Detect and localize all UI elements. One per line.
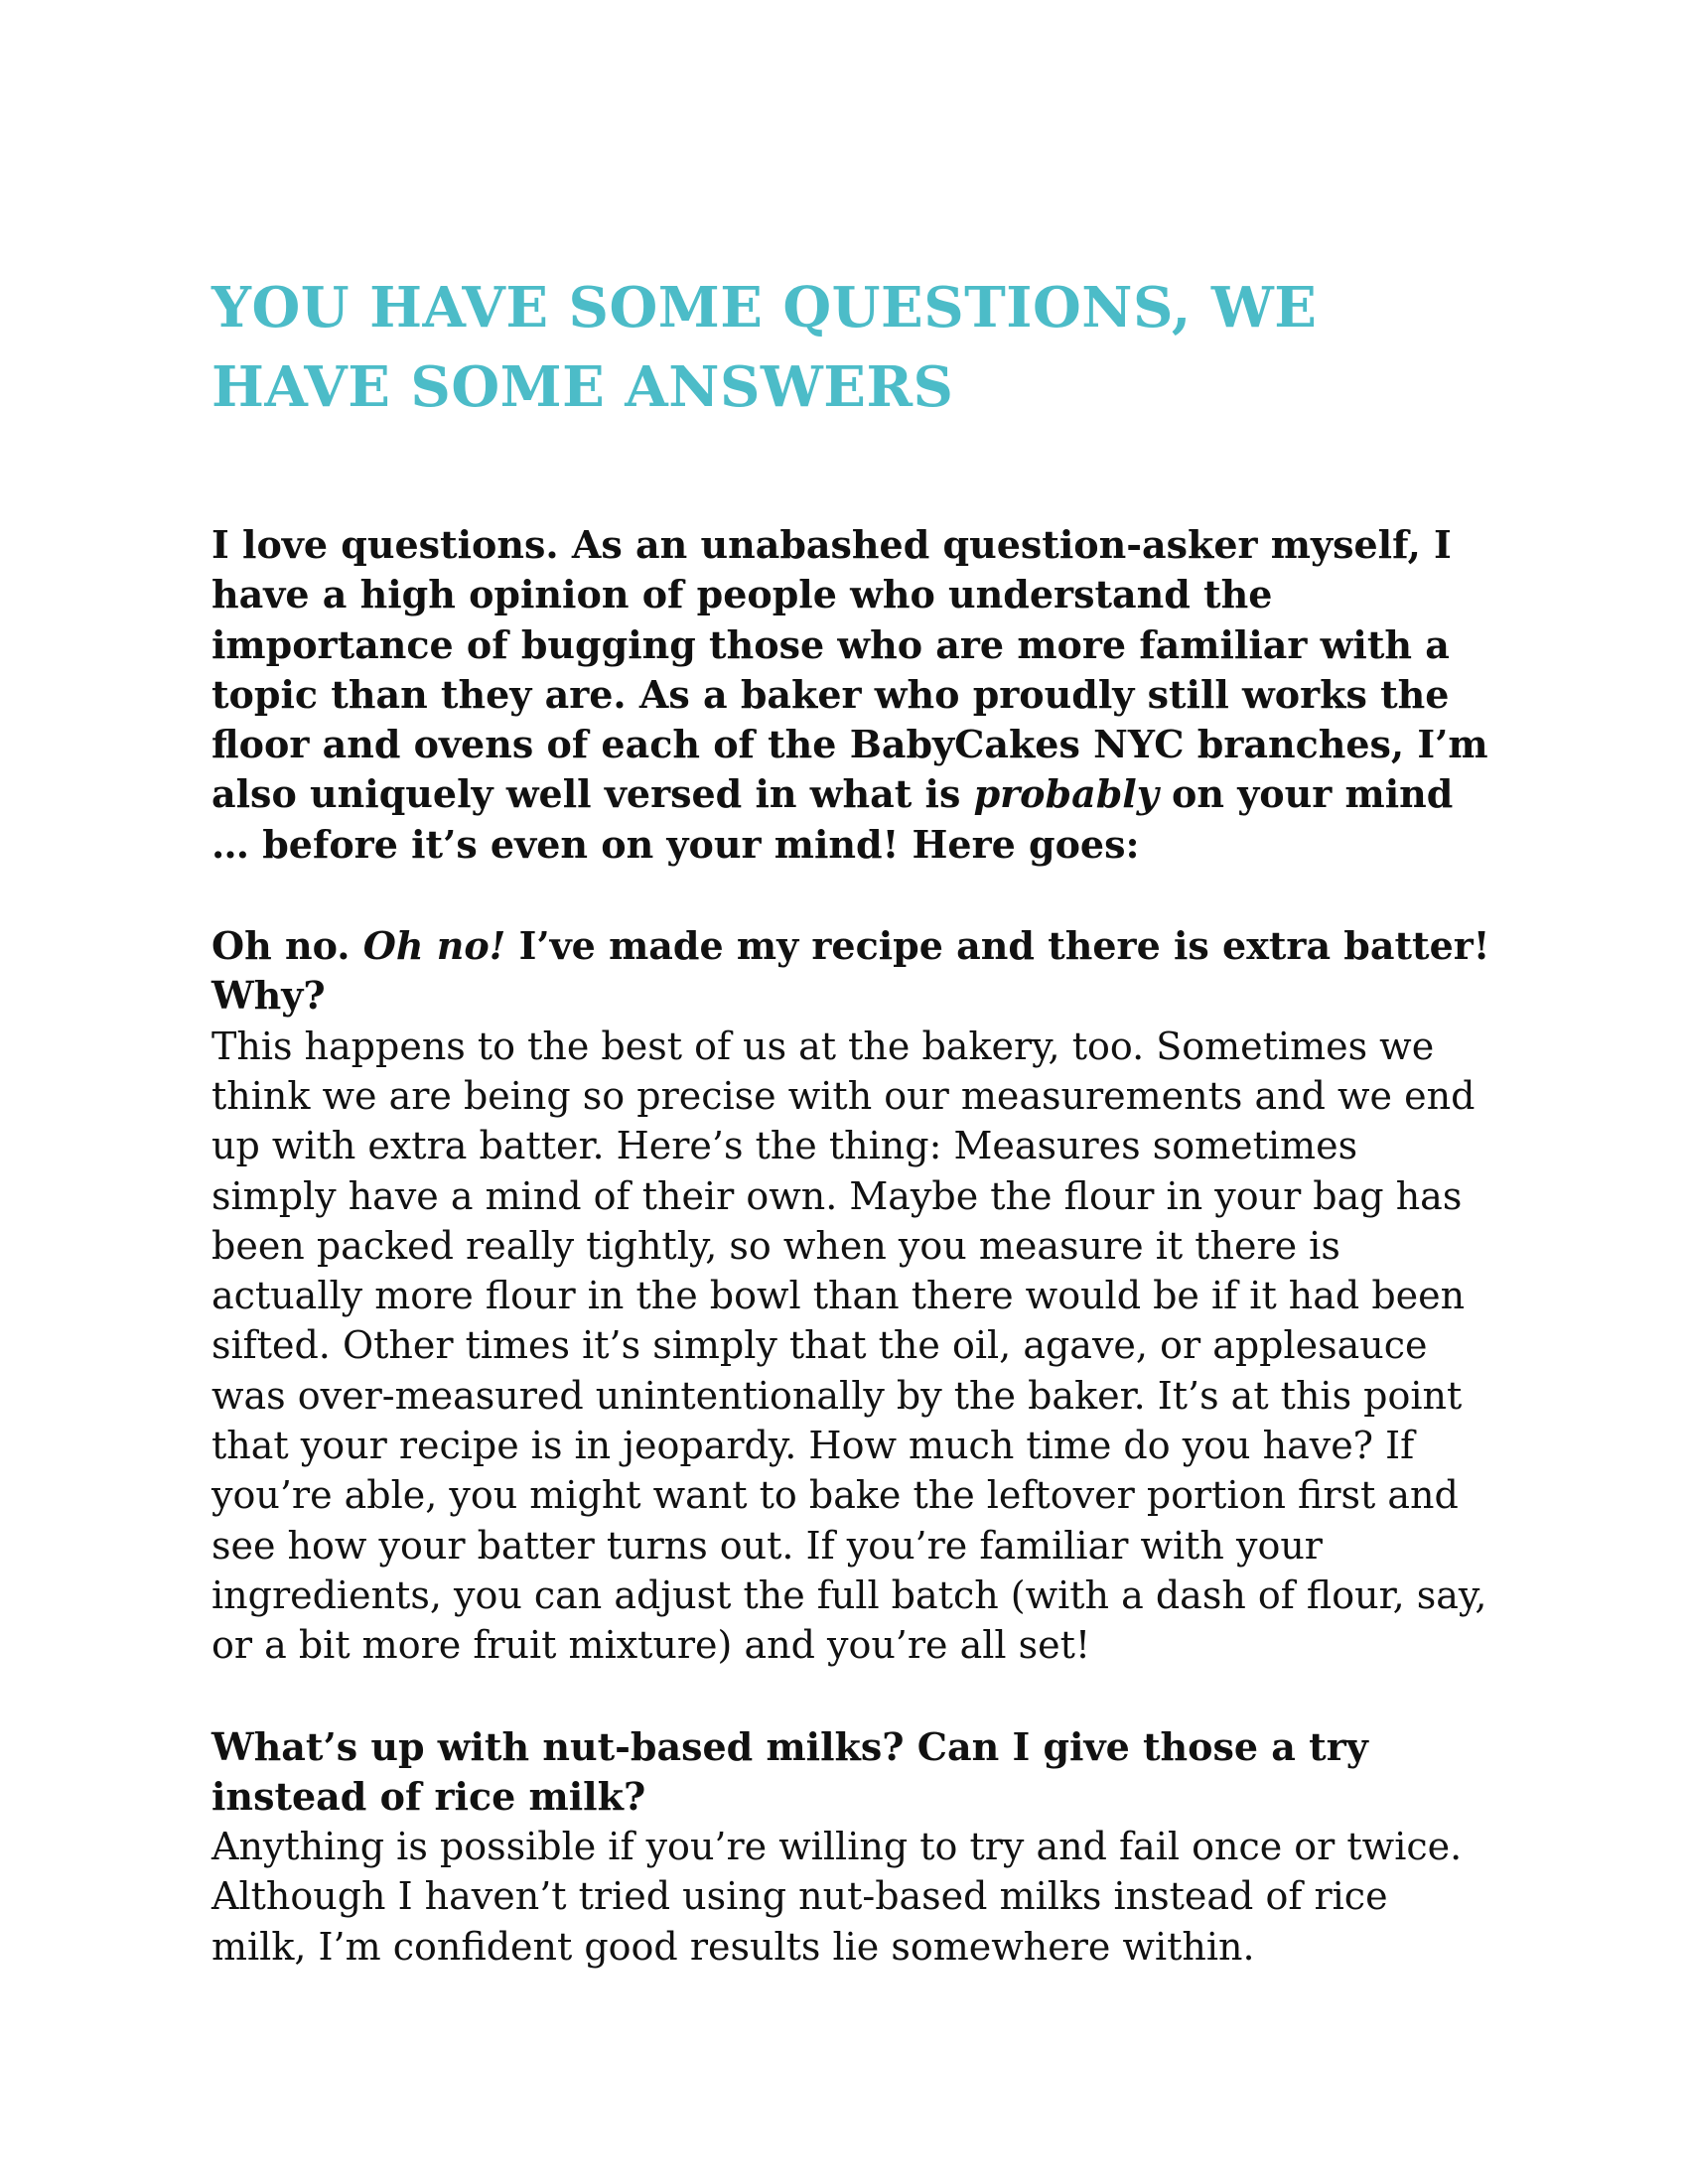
question-heading: What’s up with nut-based milks? Can I give those a try instead of rice milk? bbox=[211, 1723, 1368, 1819]
question-heading bbox=[211, 921, 1492, 1022]
qa-item-extra-batter bbox=[211, 921, 1492, 1670]
intro-emphasis: probably bbox=[973, 771, 1159, 817]
intro-paragraph bbox=[211, 520, 1492, 870]
question-text-end: I’ve made my recipe and there is extra batter! Why? bbox=[211, 923, 1490, 1019]
page-title: YOU HAVE SOME QUESTIONS, WE HAVE SOME ANSWERS bbox=[211, 275, 1318, 420]
answer-paragraph: This happens to the best of us at the bakery, too. Sometimes we think we are being so precise with our measurements and we end up with extra batter. Here’s the thing: Measures sometimes simply have a mind of their own. Maybe the flour in your bag has been packed really tightly, so when you measure it there is actually more flour in the bowl than there would be if it had been sifted. Other times it’s simply that the oil, agave, or applesauce was over-measured unintentionally by the baker. It’s at this point that your recipe is in jeopardy. How much time do you have? If you’re able, you might want to bake the leftover portion first and see how your batter turns out. If you’re familiar with your ingredients, you can adjust the full batch (with a dash of flour, say, or a bit more fruit mixture) and you’re all set! bbox=[211, 1024, 1487, 1668]
intro-text-end: on your mind … before it’s even on your mind! Here goes: bbox=[211, 771, 1454, 867]
question-text-start: Oh no. bbox=[211, 923, 363, 969]
qa-item-nut-milks bbox=[211, 1722, 1492, 1972]
intro-text-start: I love questions. As an unabashed question-asker myself, I have a high opinion of people who understand the importance of bugging those who are more familiar with a topic than they are. As a baker who proudly still works the floor and ovens of each of the BabyCakes NYC branches, I’m also uniquely well versed in what is bbox=[211, 522, 1488, 817]
question-emphasis: Oh no! bbox=[362, 923, 506, 969]
document-page bbox=[211, 268, 1492, 1972]
answer-paragraph: Anything is possible if you’re willing to try and fail once or twice. Although I haven’t tried using nut-based milks instead of rice milk, I’m confident good results lie somewhere within. bbox=[211, 1825, 1463, 1969]
